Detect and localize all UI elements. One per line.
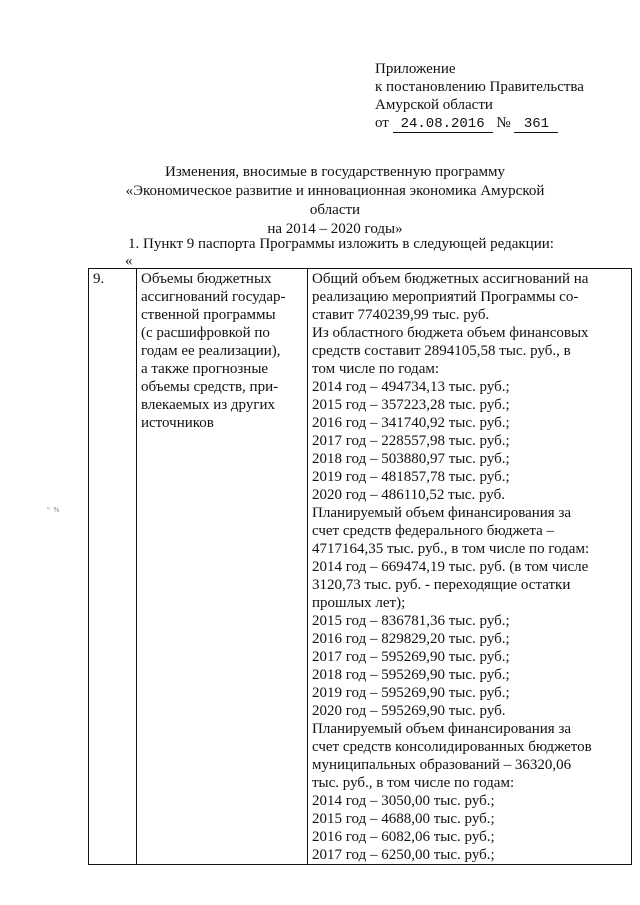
passport-table <box>88 268 632 865</box>
name-line: (с расшифровкой по <box>141 325 270 341</box>
date-prefix: от <box>375 115 389 131</box>
value-line: счет средств федерального бюджета – <box>312 523 554 539</box>
name-line: годам ее реализации), <box>141 343 281 359</box>
value-line: 2016 год – 6082,06 тыс. руб.; <box>312 829 495 845</box>
name-line: а также прогнозные <box>141 361 269 377</box>
title-line-3: на 2014 – 2020 годы» <box>267 221 403 237</box>
value-line: 4717164,35 тыс. руб., в том числе по годам: <box>312 541 590 557</box>
name-line: Объемы бюджетных <box>141 271 272 287</box>
value-line: 2016 год – 829829,20 тыс. руб.; <box>312 631 510 647</box>
appendix-date-line <box>375 114 584 133</box>
value-line: Планируемый объем финансирования за <box>312 505 572 521</box>
title-line-2: «Экономическое развитие и инновационная экономика Амурской области <box>125 183 545 218</box>
item-heading: 1. Пункт 9 паспорта Программы изложить в следующей редакции: <box>128 236 554 252</box>
value-line: 2020 год – 595269,90 тыс. руб. <box>312 703 506 719</box>
value-line: 2018 год – 503880,97 тыс. руб.; <box>312 451 510 467</box>
number-sign: № <box>496 115 511 131</box>
name-line: ассигнований государ- <box>141 289 286 305</box>
title-line-1: Изменения, вносимые в государственную программу <box>165 164 505 180</box>
document-title <box>100 163 570 239</box>
row-number-cell <box>89 269 137 865</box>
value-line: 2017 год – 595269,90 тыс. руб.; <box>312 649 510 665</box>
value-line: 2015 год – 357223,28 тыс. руб.; <box>312 397 510 413</box>
decree-date: 24.08.2016 <box>393 116 493 133</box>
value-line: 2017 год – 228557,98 тыс. руб.; <box>312 433 510 449</box>
value-line: 2014 год – 669474,19 тыс. руб. (в том числе <box>312 559 589 575</box>
value-line: том числе по годам: <box>312 361 440 377</box>
value-line: 3120,73 тыс. руб. - переходящие остатки <box>312 577 571 593</box>
name-line: объемы средств, при- <box>141 379 279 395</box>
value-line: 2020 год – 486110,52 тыс. руб. <box>312 487 505 503</box>
value-line: 2019 год – 595269,90 тыс. руб.; <box>312 685 510 701</box>
name-line: ственной программы <box>141 307 276 323</box>
row-value-cell <box>308 269 632 865</box>
margin-mark: ° % <box>47 506 61 514</box>
value-line: Планируемый объем финансирования за <box>312 721 572 737</box>
name-line: источников <box>141 415 214 431</box>
value-line: 2014 год – 494734,13 тыс. руб.; <box>312 379 510 395</box>
value-line: 2016 год – 341740,92 тыс. руб.; <box>312 415 510 431</box>
appendix-header <box>375 60 584 133</box>
value-line: средств составит 2894105,58 тыс. руб., в <box>312 343 571 359</box>
value-line: 2017 год – 6250,00 тыс. руб.; <box>312 847 495 863</box>
value-line: 2014 год – 3050,00 тыс. руб.; <box>312 793 495 809</box>
row-number: 9. <box>93 271 105 287</box>
value-line: реализацию мероприятий Программы со- <box>312 289 579 305</box>
value-line: прошлых лет); <box>312 595 406 611</box>
value-line: тыс. руб., в том числе по годам: <box>312 775 515 791</box>
value-line: 2018 год – 595269,90 тыс. руб.; <box>312 667 510 683</box>
decree-number: 361 <box>514 116 558 133</box>
value-line: муниципальных образований – 36320,06 <box>312 757 572 773</box>
value-line: 2015 год – 836781,36 тыс. руб.; <box>312 613 510 629</box>
value-line: счет средств консолидированных бюджетов <box>312 739 592 755</box>
appendix-line-1: Приложение <box>375 61 456 77</box>
value-line: Из областного бюджета объем финансовых <box>312 325 589 341</box>
value-line: 2015 год – 4688,00 тыс. руб.; <box>312 811 495 827</box>
value-line: 2019 год – 481857,78 тыс. руб.; <box>312 469 510 485</box>
value-line: ставит 7740239,99 тыс. руб. <box>312 307 490 323</box>
row-name-cell <box>137 269 308 865</box>
appendix-line-3: Амурской области <box>375 97 493 113</box>
name-line: влекаемых из других <box>141 397 276 413</box>
table-row <box>89 269 632 865</box>
appendix-line-2: к постановлению Правительства <box>375 79 584 95</box>
open-quote: « <box>125 253 133 269</box>
value-line: Общий объем бюджетных ассигнований на <box>312 271 589 287</box>
